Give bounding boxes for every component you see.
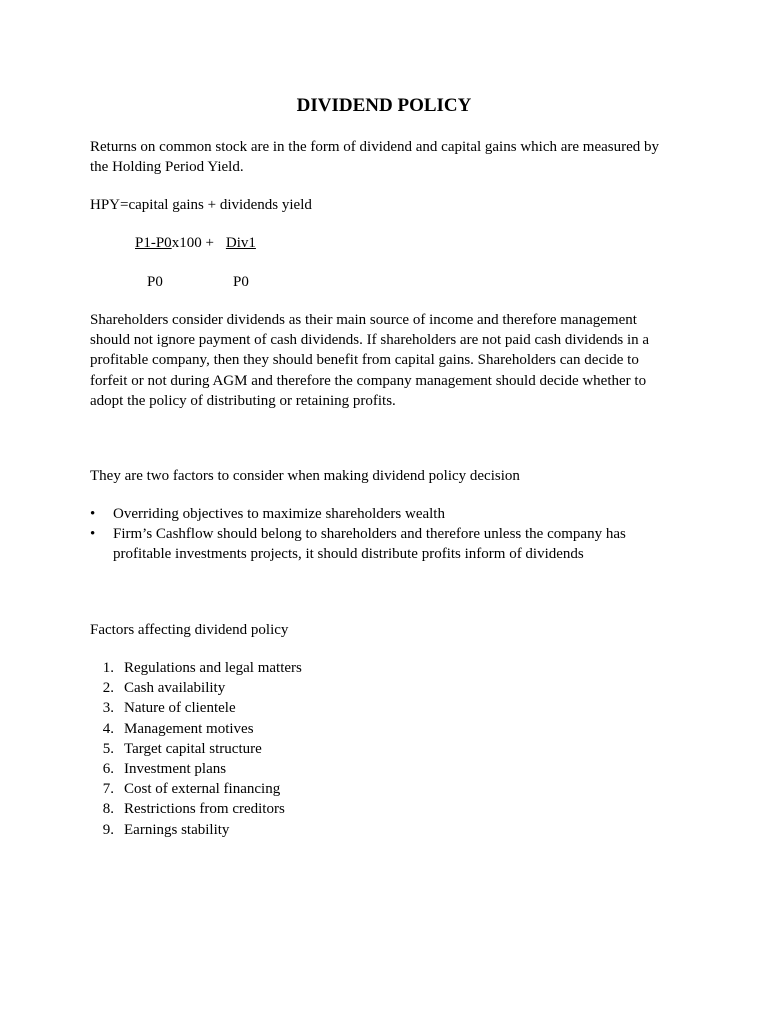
list-item-text: Nature of clientele — [124, 700, 236, 717]
list-number: 7. — [102, 781, 114, 798]
intro-paragraph: Returns on common stock are in the form of dividend and capital gains which are measured by the Holding Period Yield. — [90, 139, 660, 176]
list-number: 2. — [102, 680, 114, 697]
bullet-text: Overriding objectives to maximize shareholders wealth — [113, 506, 445, 522]
affecting-factors-list — [90, 658, 675, 840]
list-item — [90, 779, 675, 799]
list-item-text: Regulations and legal matters — [124, 660, 302, 676]
list-number: 1. — [102, 660, 114, 676]
list-item — [90, 504, 675, 524]
list-item-text: Cost of external financing — [124, 781, 281, 798]
list-item — [90, 799, 675, 819]
list-item — [90, 524, 675, 564]
list-item — [90, 759, 675, 779]
list-number: 5. — [102, 740, 114, 757]
affecting-heading: Factors affecting dividend policy — [90, 622, 289, 638]
formula-numerator-right: Div1 — [225, 235, 256, 251]
bullet-text: Firm’s Cashflow should belong to shareholders and therefore unless the company has profitable investments projects, it should distribute profits inform of dividends — [113, 526, 626, 563]
list-item-text: Cash availability — [124, 680, 226, 697]
list-item — [90, 719, 675, 739]
list-number: 8. — [102, 801, 114, 818]
list-item — [90, 698, 675, 718]
list-number: 4. — [102, 720, 114, 737]
formula-numerator-left: P1-P0 — [135, 235, 172, 251]
formula-denominator-left: P0 — [147, 274, 163, 290]
list-item-text: Earnings stability — [124, 821, 230, 838]
decision-factors-list — [90, 504, 675, 565]
list-item-text: Management motives — [124, 720, 254, 737]
bullet-icon: • — [90, 506, 96, 522]
document-title: DIVIDEND POLICY — [296, 95, 472, 116]
formula-numerator-row — [135, 233, 256, 253]
list-item — [90, 658, 675, 678]
list-item-text: Target capital structure — [124, 740, 262, 757]
shareholders-paragraph: Shareholders consider dividends as their main source of income and therefore management should not ignore payment of cash dividends. If shareholders are not paid cash dividends in a profitable company, then they should benefit from capital gains. Shareholders can decide to forfeit or not during AGM and therefore the company management should decide whether to adopt the policy of distributing or retaining profits. — [90, 312, 650, 409]
bullet-icon: • — [90, 526, 96, 543]
list-number: 9. — [102, 821, 114, 838]
list-item-text: Restrictions from creditors — [124, 801, 285, 818]
list-number: 6. — [102, 761, 114, 778]
factors-intro: They are two factors to consider when making dividend policy decision — [90, 468, 520, 484]
formula-multiplier: x100 + — [171, 235, 214, 251]
list-number: 3. — [102, 700, 114, 717]
list-item-text: Investment plans — [124, 761, 227, 778]
list-item — [90, 678, 675, 698]
hpy-formula-line: HPY=capital gains + dividends yield — [90, 197, 312, 213]
list-item — [90, 820, 675, 840]
list-item — [90, 739, 675, 759]
formula-denominator-right: P0 — [233, 274, 249, 290]
